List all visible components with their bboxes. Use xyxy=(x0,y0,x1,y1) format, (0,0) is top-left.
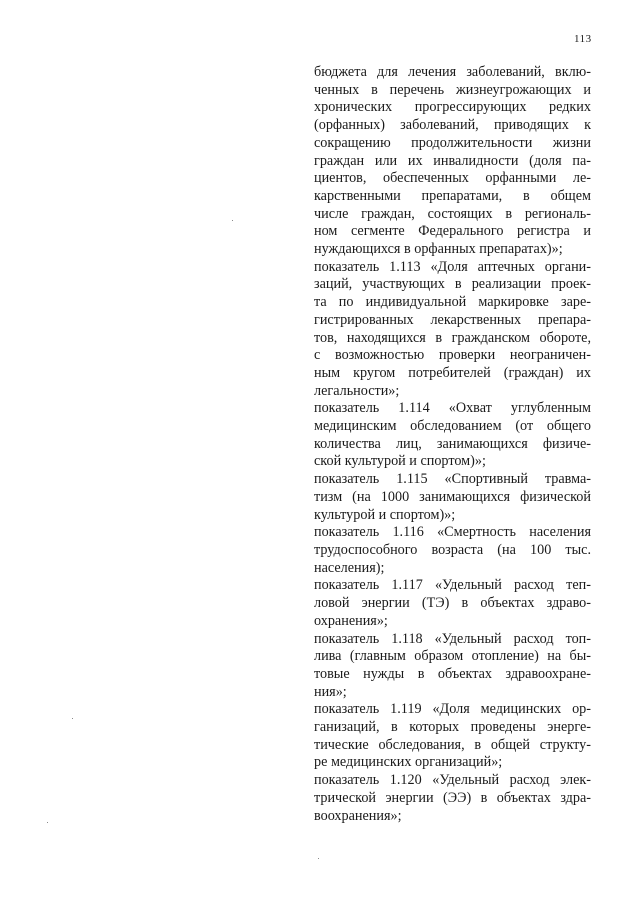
text-line: ным кругом потребителей (граждан) их xyxy=(314,364,591,381)
scan-speck xyxy=(72,718,73,719)
text-line: карственными препаратами, в общем xyxy=(314,187,591,204)
text-line: лива (главным образом отопление) на бы- xyxy=(314,648,591,665)
text-line: воохранения»; xyxy=(314,807,402,824)
text-line: показатель 1.118 «Удельный расход топ- xyxy=(314,630,591,647)
text-line: товые нужды в объектах здравоохране- xyxy=(314,665,591,682)
text-line: тические обследования, в общей структу- xyxy=(314,736,591,753)
text-line: ном сегменте Федерального регистра и xyxy=(314,223,591,240)
text-line: показатель 1.113 «Доля аптечных органи- xyxy=(314,258,591,275)
text-line: тов, находящихся в гражданском обороте, xyxy=(314,329,591,346)
text-line: показатель 1.120 «Удельный расход элек- xyxy=(314,772,591,789)
text-line: показатель 1.115 «Спортивный травма- xyxy=(314,471,591,488)
text-line: сокращению продолжительности жизни xyxy=(314,134,591,151)
text-line: граждан или их инвалидности (доля па- xyxy=(314,152,591,169)
text-line: числе граждан, состоящих в региональ- xyxy=(314,205,591,222)
scan-speck xyxy=(47,822,48,823)
text-line: показатель 1.114 «Охват углубленным xyxy=(314,400,591,417)
text-line: хронических прогрессирующих редких xyxy=(314,99,591,116)
page-number: 113 xyxy=(574,33,592,45)
text-line: ганизаций, в которых проведены энерге- xyxy=(314,719,591,736)
text-line: количества лиц, занимающихся физиче- xyxy=(314,435,591,452)
text-line: бюджета для лечения заболеваний, вклю- xyxy=(314,64,591,80)
text-line: (орфанных) заболеваний, приводящих к xyxy=(314,117,591,134)
text-line: легальности»; xyxy=(314,382,400,399)
text-line: трической энергии (ЭЭ) в объектах здра- xyxy=(314,789,591,806)
text-line: медицинским обследованием (от общего xyxy=(314,418,591,435)
text-line: показатель 1.119 «Доля медицинских ор- xyxy=(314,701,591,718)
text-line: ния»; xyxy=(314,683,347,700)
text-line: ловой энергии (ТЭ) в объектах здраво- xyxy=(314,595,591,612)
text-line: с возможностью проверки неограничен- xyxy=(314,347,591,364)
text-line: культурой и спортом)»; xyxy=(314,506,456,523)
text-line: ченных в перечень жизнеугрожающих и xyxy=(314,81,591,98)
text-line: нуждающихся в орфанных препаратах)»; xyxy=(314,241,563,258)
text-line: гистрированных лекарственных препара- xyxy=(314,311,591,328)
text-line: ре медицинских организаций»; xyxy=(314,754,503,771)
text-line: заций, участвующих в реализации проек- xyxy=(314,276,591,293)
text-line: населения); xyxy=(314,559,385,576)
text-line: трудоспособного возраста (на 100 тыс. xyxy=(314,541,591,558)
text-line: тизм (на 1000 занимающихся физической xyxy=(314,488,591,505)
scan-speck xyxy=(232,220,233,221)
text-line: охранения»; xyxy=(314,612,388,629)
text-line: ской культурой и спортом)»; xyxy=(314,453,486,470)
text-line: показатель 1.116 «Смертность населения xyxy=(314,524,591,541)
text-line: та по индивидуальной маркировке заре- xyxy=(314,294,591,311)
text-line: показатель 1.117 «Удельный расход теп- xyxy=(314,577,591,594)
text-line: циентов, обеспеченных орфанными ле- xyxy=(314,170,591,187)
body-text-column xyxy=(314,64,591,825)
scan-speck xyxy=(318,858,319,859)
